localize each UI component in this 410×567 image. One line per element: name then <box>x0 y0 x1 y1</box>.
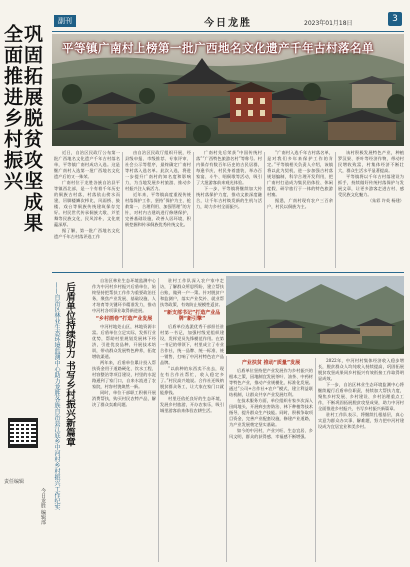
credit-line: 编辑部 <box>40 509 46 525</box>
column-divider <box>193 152 194 268</box>
article-2-headline: 后盾单位持续助力 书写乡村振兴新篇章 <box>64 282 75 447</box>
paper-name: 今日龙胜 <box>204 18 252 29</box>
column-divider <box>315 358 316 562</box>
banner-title: 平等镇广南村上榜第一批广西地名文化遗产千年古村落名单 <box>62 41 374 55</box>
qr-code-icon[interactable] <box>8 418 38 448</box>
article-1-col-4: “广南村入选千年古村落名单，是对我们多年来保护工作的肯定。”平等镇相关负责人介绍，该镇将以此为契机，进一步加强古村落规划编制，科学合理开发利用，把广南村打造成为集民俗体验、休闲度假、研学旅行于一体的特色旅游村寨。 据悉，广南村现有农户三百余户，村民以侗族为主。 <box>267 150 333 209</box>
mountain-village-photo <box>226 276 404 354</box>
article-2-col-1: 自治区林业生态环境监测中心作为中河村乡村振兴后盾单位，始终坚持把帮扶工作作为重要政治任务，聚焦产业发展、基础设施、人才培育等关键环节精准发力，推动中河村各项事业取得新进展。 “乡村画卷”打造产业发展 中河村地处山区，林地资源丰富。后盾单位立足实际，发挥行业优势，帮助村里规划发展林下经济，引进优良品种，开展技术培训，带动群众发展特色种养，拓宽增收渠道。 两年来，后盾单位累计投入帮扶资金用于道路硬化、饮水工程、村容整治等项目建设，村里的水泥路通到了家门口，自来水流进了农家院，村容村貌焕然一新。 同时，单位干部职工积极开展消费帮扶，购买村民农特产品，解决了群众卖难问题。 <box>92 278 156 407</box>
column-divider <box>226 356 227 562</box>
slogan-line-1: 巩固拓展脱贫攻坚成果 <box>21 24 43 234</box>
credit-text <box>4 488 46 548</box>
column-divider <box>264 152 265 268</box>
credit-label: 责任编辑 <box>4 479 25 485</box>
article-1-col-5: 该村积极发展特色产业，种植罗汉果、茶叶等经济作物，带动村民增收致富，村集体经济不断壮大，群众生活水平显著提高。 平等镇将以千年古村落建设为抓手，持续做好传统村落保护与发展文章，让更多游客走进古村、感受民族文化魅力。 （朱彩 许英 杨建） <box>338 150 404 203</box>
page-header <box>52 12 404 32</box>
article-1-col-2: 由自治区民政厅组织开展，经县级申报、市级推荐、专家评审、社会公示等程序，最终确定广南村等村落入选名单。此次入选，将进一步提升广南村的知名度和影响力，为当地发展乡村旅游、推动乡村振兴注入新活力。 近年来，平等镇高度重视传统村落保护工作，坚持“保护为主、抢救第一、合理利用、加强管理”的方针，对村内古建筑进行修缮保护，完善基础设施，改善人居环境，积极挖掘和传承侗族优秀传统文化。 <box>125 150 191 227</box>
article-1-col-1: 近日，自治区民政厅公布第一批广西地名文化遗产千年古村落名单，平等镇广南村成功入选。这是继广南村入选第一批广西地名文化遗产后的又一殊荣。 广南村位于龙胜各族自治县平等镇西北部，是一个有着千年历史的侗族古村落，村落依山傍水而建，吊脚楼鳞次栉比，风雨桥、鼓楼、戏台等侗族传统建筑保存完好。村民世代传承侗族大歌、芦笙舞等民族文化，民风淳朴，文化底蕴深厚。 据了解，第一批广西地名文化遗产千年古村落评选工作 <box>54 150 120 239</box>
article-2-subtitle: ——自治区林业生态环境监测中心助力龙胜各族自治县江底乡中河村乡村振兴工作纪实 <box>53 282 60 510</box>
article-2-title-block <box>50 276 90 556</box>
column-divider <box>122 152 123 268</box>
credit-block <box>4 478 46 558</box>
slogan <box>1 24 43 234</box>
article-1-col-3: 广南村先后荣获“中国传统村落”“广西特色旅游名村”等称号。村内保存有数百年历史的古民居群，每逢节庆，村民身着盛装，举办百家宴、斗牛、唱侗歌等活动，吸引了大批游客前来观光体验。 下一步，平等镇将继续加大传统村落保护力度，推动文旅深度融合，让千年古村焕发新的生机与活力，助力乡村全面振兴。 <box>196 150 262 209</box>
column-divider <box>158 278 159 562</box>
column-divider <box>335 152 336 268</box>
subhead-1: “乡村画卷”打造产业发展 <box>95 316 153 322</box>
banner-photo <box>52 34 404 146</box>
article-2-photo <box>226 276 404 354</box>
subhead-2: “新支部书记”打造产业品牌“新引擎” <box>163 310 221 322</box>
article-2-col-3: 产业扶贫 推动“质量”发展 后盾单位坚持把产业发展作为乡村振兴的根本之策，因地制宜发展茶叶、油茶、中药材等特色产业，推动产业规模化、标准化发展。通过“公司+合作社+农户”模式，建立利益联结机制，让群众共享产业发展红利。 在技术服务方面，单位组织专家多次深入田间地头，开展病虫害防治、林下种植等技术指导，提升群众生产技能。同时，积极争取项目资金，完善产业配套设施，修建产业道路，为产业发展奠定坚实基础。 如今的中河村，产业兴旺、生态宜居、乡风文明，群众的获得感、幸福感不断增强。 <box>229 360 313 439</box>
section-divider <box>52 272 404 273</box>
article-2-col-2: 驻村工作队深入农户家中走访，了解群众所思所盼，建立帮扶台账，做到一户一策。针对脱贫户和监测户，落实产业奖补、就业帮扶等政策，有效防止规模性返贫。 “新支部书记”打造产业品牌“新引擎” 后盾单位选派优秀干部担任驻村第一书记，加强村级党组织建设，发挥党员先锋模范作用。在第一书记的带领下，村里成立了专业合作社，统一品牌、统一标准、统一销售，打响了中河村特色农产品品牌。 “以前种的东西卖不出去，现在有合作社帮忙，收入稳定多了。”村民高兴地说。合作社还吸纳脱贫群众务工，让大家在家门口就能挣钱。 村里还依托良好的生态环境，发展乡村旅游，开办农家乐，吸引城里游客前来体验农耕生活。 <box>160 278 224 413</box>
section-tag: 副刊 <box>54 15 76 27</box>
left-column <box>2 18 46 563</box>
article-2-col-4: 2022年，中河村村集体经济收入稳步增长，脱贫群众人均纯收入持续提高，巩固拓展脱贫攻坚成果同乡村振兴有效衔接工作取得明显成效。 下一步，自治区林业生态环境监测中心将继续履行后盾单位职责，持续加大帮扶力度，聚焦乡村发展、乡村建设、乡村治理重点工作，不断巩固拓展脱贫攻坚成果，助力中河村全面推进乡村振兴，书写乡村振兴新篇章。 驻村工作队表示，将继续扎根基层，真心实意为群众办实事、解难题，努力把中河村建设成为宜居宜业和美乡村。 <box>318 358 404 429</box>
issue-date: 2023年01月18日 <box>304 20 353 27</box>
credit-line: 今日龙胜 <box>40 488 46 508</box>
subhead-3: 产业扶贫 推动“质量”发展 <box>241 360 301 366</box>
page-number: 3 <box>388 12 402 26</box>
slogan-line-2: 全面推进乡村振兴 <box>1 24 23 192</box>
